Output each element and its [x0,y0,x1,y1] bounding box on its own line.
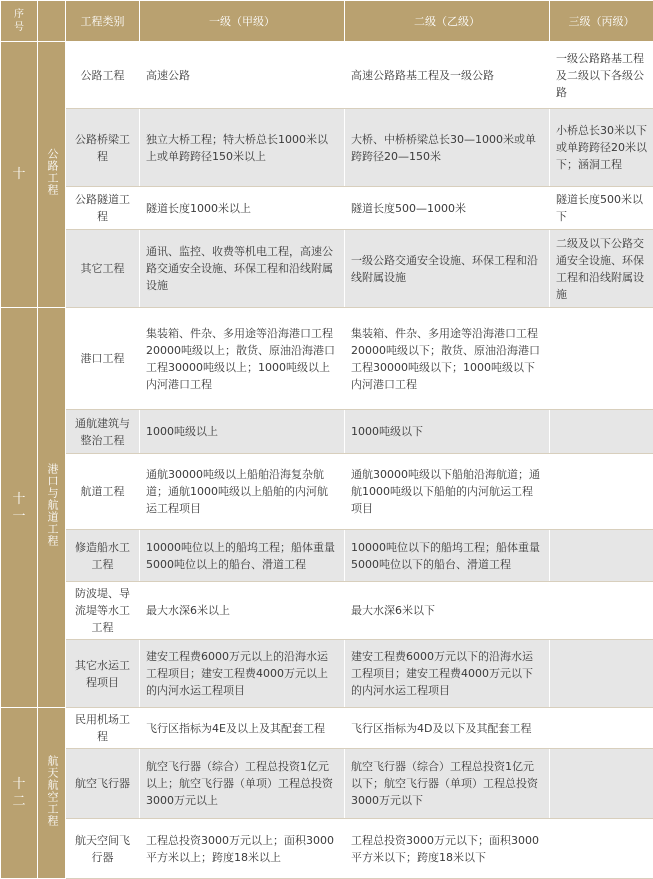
level1-cell: 工程总投资3000万元以上；面积3000平方米以上；跨度18米以上 [140,819,345,879]
table-row [1,819,653,879]
category-cell: 公路工程 [66,42,140,109]
level2-cell: 大桥、中桥桥梁总长30—1000米或单跨跨径20—150米 [345,109,550,187]
level3-cell [550,749,653,819]
level1-cell: 隧道长度1000米以上 [140,187,345,230]
level1-cell: 通讯、监控、收费等机电工程，高速公路交通安全设施、环保工程和沿线附属设施 [140,230,345,308]
table-row [1,230,653,308]
level3-cell [550,410,653,454]
level2-cell: 隧道长度500—1000米 [345,187,550,230]
category-cell: 修造船水工工程 [66,530,140,582]
category-cell: 其它水运工程项目 [66,640,140,708]
header-seq: 序号 [1,1,38,42]
level3-cell [550,308,653,410]
category-cell: 通航建筑与整治工程 [66,410,140,454]
category-cell: 其它工程 [66,230,140,308]
section-seq: 十二 [1,708,38,879]
table-row [1,42,653,109]
header-category: 工程类别 [66,1,140,42]
table-row [1,749,653,819]
table-row [1,410,653,454]
level3-cell [550,454,653,530]
level1-cell: 通航30000吨级以上船舶沿海复杂航道；通航1000吨级以上船舶的内河航运工程项目 [140,454,345,530]
level2-cell: 10000吨位以下的船坞工程；船体重量5000吨位以下的船台、滑道工程 [345,530,550,582]
category-cell: 公路桥梁工程 [66,109,140,187]
table-row [1,454,653,530]
level3-cell [550,708,653,749]
level3-cell [550,640,653,708]
header-row [1,1,653,42]
level2-cell: 通航30000吨级以下船舶沿海航道；通航1000吨级以下船舶的内河航运工程项目 [345,454,550,530]
level1-cell: 10000吨位以上的船坞工程；船体重量5000吨位以上的船台、滑道工程 [140,530,345,582]
level2-cell: 集装箱、件杂、多用途等沿海港口工程20000吨级以下；散货、原油沿海港口工程30000吨级以下；1000吨级以下内河港口工程 [345,308,550,410]
table-row [1,308,653,410]
category-cell: 港口工程 [66,308,140,410]
level2-cell: 1000吨级以下 [345,410,550,454]
level3-cell: 二级及以下公路交通安全设施、环保工程和沿线附属设施 [550,230,653,308]
level1-cell: 建安工程费6000万元以上的沿海水运工程项目；建安工程费4000万元以上的内河水运工程项目 [140,640,345,708]
category-cell: 航天空间飞行器 [66,819,140,879]
table-row [1,187,653,230]
level2-cell: 航空飞行器（综合）工程总投资1亿元以下；航空飞行器（单项）工程总投资3000万元以下 [345,749,550,819]
section-domain: 航天航空工程 [38,708,66,879]
table-row [1,582,653,640]
table-row [1,640,653,708]
section-seq: 十一 [1,308,38,708]
level1-cell: 飞行区指标为4E及以上及其配套工程 [140,708,345,749]
level1-cell: 1000吨级以上 [140,410,345,454]
level3-cell [550,582,653,640]
level2-cell: 最大水深6米以下 [345,582,550,640]
level3-cell: 隧道长度500米以下 [550,187,653,230]
level1-cell: 集装箱、件杂、多用途等沿海港口工程20000吨级以上；散货、原油沿海港口工程30000吨级以上；1000吨级以上内河港口工程 [140,308,345,410]
level1-cell: 航空飞行器（综合）工程总投资1亿元以上；航空飞行器（单项）工程总投资3000万元以上 [140,749,345,819]
level2-cell: 工程总投资3000万元以下；面积3000平方米以下；跨度18米以下 [345,819,550,879]
section-seq: 十 [1,42,38,308]
category-cell: 民用机场工程 [66,708,140,749]
level3-cell: 一级公路路基工程及二级以下各级公路 [550,42,653,109]
category-cell: 航道工程 [66,454,140,530]
category-cell: 防波堤、导流堤等水工工程 [66,582,140,640]
header-level3: 三级（丙级） [550,1,653,42]
level3-cell [550,819,653,879]
level2-cell: 飞行区指标为4D及以下及其配套工程 [345,708,550,749]
table-row [1,109,653,187]
category-cell: 航空飞行器 [66,749,140,819]
level2-cell: 高速公路路基工程及一级公路 [345,42,550,109]
level1-cell: 最大水深6米以上 [140,582,345,640]
level3-cell: 小桥总长30米以下或单跨跨径20米以下；涵洞工程 [550,109,653,187]
table-row [1,530,653,582]
level1-cell: 高速公路 [140,42,345,109]
header-blank [38,1,66,42]
section-domain: 港口与航道工程 [38,308,66,708]
level1-cell: 独立大桥工程；特大桥总长1000米以上或单跨跨径150米以上 [140,109,345,187]
section-domain: 公路工程 [38,42,66,308]
level2-cell: 建安工程费6000万元以下的沿海水运工程项目；建安工程费4000万元以下的内河水运工程项目 [345,640,550,708]
header-level2: 二级（乙级） [345,1,550,42]
level3-cell [550,530,653,582]
category-cell: 公路隧道工程 [66,187,140,230]
header-level1: 一级（甲级） [140,1,345,42]
table-row [1,708,653,749]
level2-cell: 一级公路交通安全设施、环保工程和沿线附属设施 [345,230,550,308]
